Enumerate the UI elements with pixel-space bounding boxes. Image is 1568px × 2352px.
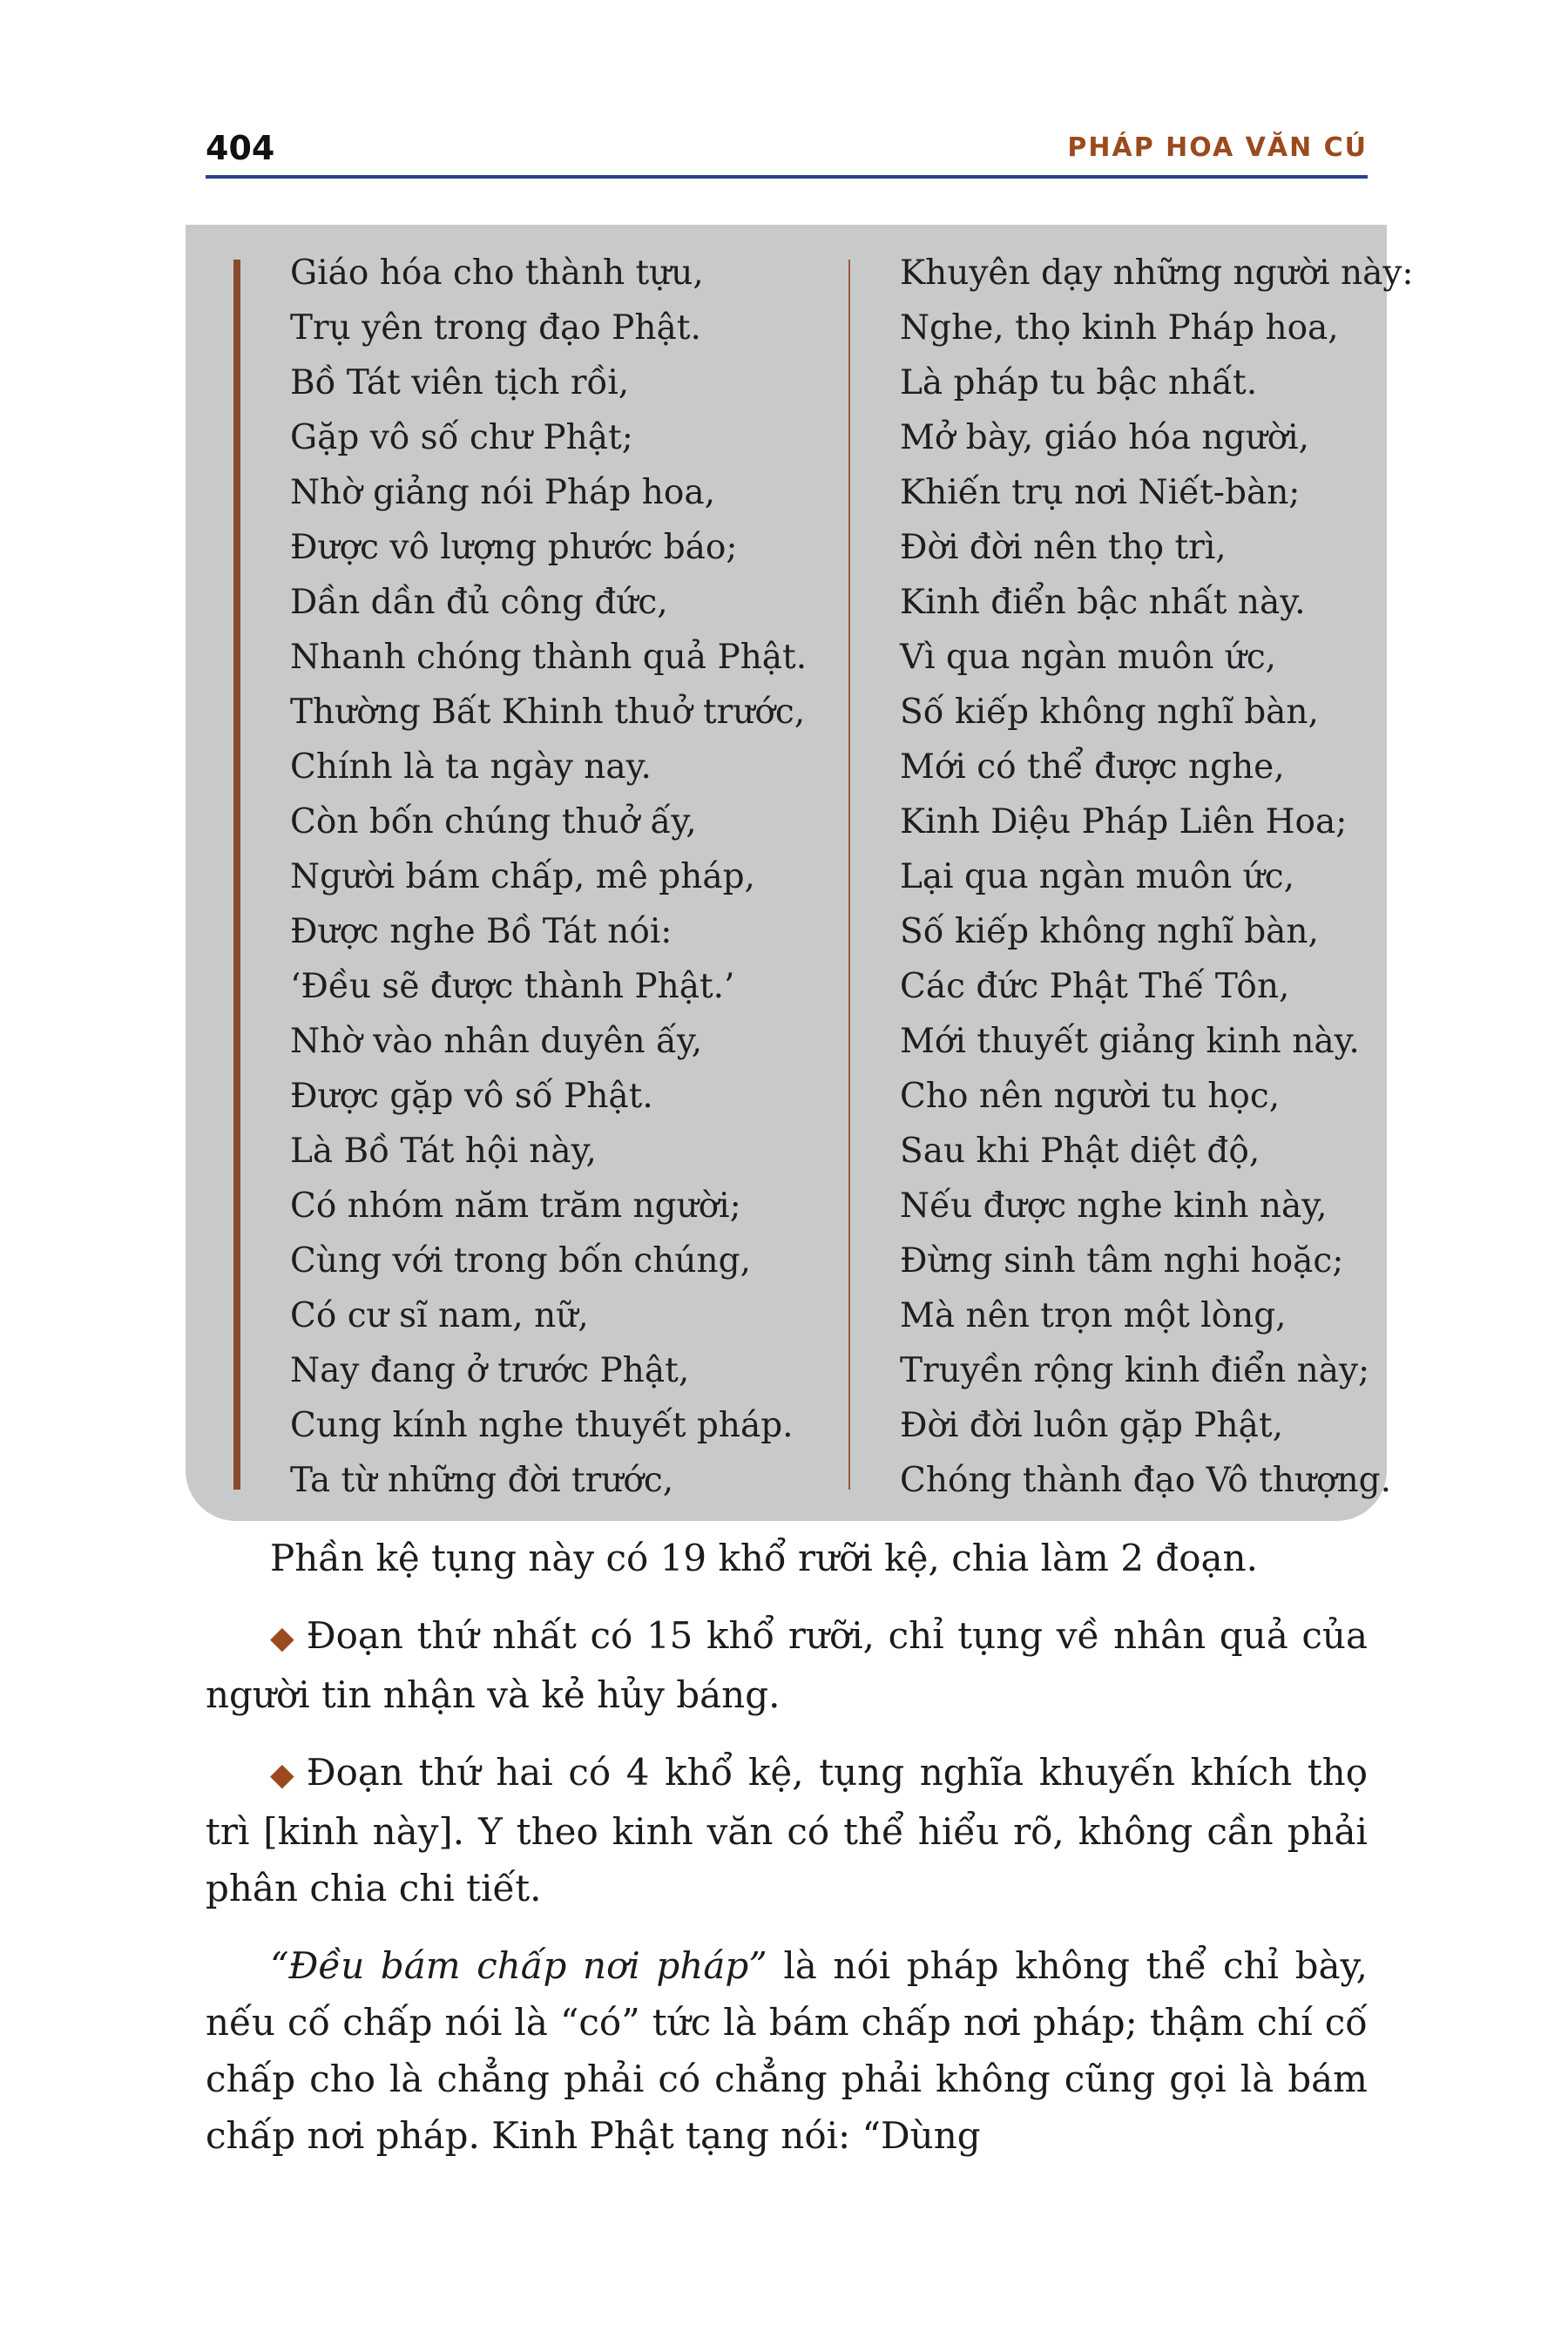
verse-line: Vì qua ngàn muôn ức, [900,638,1277,677]
verse-line: Chóng thành đạo Vô thượng. [900,1461,1392,1500]
verse-line: Kinh Diệu Pháp Liên Hoa; [900,802,1348,841]
verse-line: Nhanh chóng thành quả Phật. [290,638,808,677]
verse-left-column [290,246,807,1508]
body-text [206,1530,1368,2185]
page-header [206,122,1368,179]
bullet-text-2: Đoạn thứ hai có 4 khổ kệ, tụng nghĩa khuyến khích thọ trì [kinh này]. Y theo kinh văn có thể hiểu rõ, không cần phải phân chia chi tiết. [206,1751,1368,1909]
verse-line: Nhờ giảng nói Pháp hoa, [290,473,715,512]
verse-line: Cho nên người tu học, [900,1077,1281,1116]
verse-line: Có nhóm năm trăm người; [290,1186,741,1226]
verse-line: Mà nên trọn một lòng, [900,1296,1287,1335]
verse-line: Kinh điển bậc nhất này. [900,583,1306,622]
verse-line: Cùng với trong bốn chúng, [290,1241,751,1281]
header-rule [206,175,1368,179]
verse-line: Các đức Phật Thế Tôn, [900,967,1290,1006]
verse-line: Bồ Tát viên tịch rồi, [290,363,630,402]
verse-line: Được gặp vô số Phật. [290,1077,653,1116]
verse-line: Chính là ta ngày nay. [290,747,652,787]
verse-line: ‘Đều sẽ được thành Phật.’ [290,967,735,1006]
verse-accent-bar [233,260,240,1490]
diamond-bullet-icon: ◆ [270,1620,294,1656]
bullet-text-1: Đoạn thứ nhất có 15 khổ rưỡi, chỉ tụng về nhân quả của người tin nhận và kẻ hủy báng. [206,1614,1368,1716]
verse-line: Gặp vô số chư Phật; [290,418,633,457]
verse-line: Còn bốn chúng thuở ấy, [290,802,697,841]
verse-line: Nay đang ở trước Phật, [290,1351,690,1390]
verse-column-divider [848,260,850,1490]
bullet-paragraph-1 [206,1607,1368,1723]
verse-line: Ta từ những đời trước, [290,1461,674,1500]
verse-line: Mở bày, giáo hóa người, [900,418,1310,457]
diamond-bullet-icon: ◆ [270,1757,294,1793]
quoted-phrase: “Đều bám chấp nơi pháp” [270,1944,767,1987]
verse-line: Có cư sĩ nam, nữ, [290,1296,589,1335]
verse-line: Nhờ vào nhân duyên ấy, [290,1022,703,1061]
verse-line: Là pháp tu bậc nhất. [900,363,1258,402]
verse-line: Nghe, thọ kinh Pháp hoa, [900,308,1339,348]
intro-paragraph: Phần kệ tụng này có 19 khổ rưỡi kệ, chia làm 2 đoạn. [270,1537,1258,1579]
verse-line: Dần dần đủ công đức, [290,583,668,622]
bullet-paragraph-2 [206,1744,1368,1916]
verse-line: Sau khi Phật diệt độ, [900,1132,1260,1171]
verse-line: Số kiếp không nghĩ bàn, [900,912,1319,951]
verse-line: Mới thuyết giảng kinh này. [900,1022,1360,1061]
verse-line: Truyền rộng kinh điển này; [900,1351,1370,1390]
verse-box [186,225,1414,1521]
commentary-text: là nói pháp không thể chỉ bày, nếu cố chấp nói là “có” tức là bám chấp nơi pháp; thậm chí cố chấp cho là chẳng phải có chẳng phải không cũng gọi là bám chấp nơi pháp. Kinh Phật tạng nói: “Dùng [206,1944,1368,2157]
verse-right-column [900,246,1414,1508]
verse-line: Đời đời nên thọ trì, [900,528,1227,567]
verse-line: Cung kính nghe thuyết pháp. [290,1406,794,1445]
verse-line: Giáo hóa cho thành tựu, [290,253,704,293]
verse-line: Nếu được nghe kinh này, [900,1186,1328,1226]
verse-line: Lại qua ngàn muôn ức, [900,857,1295,896]
verse-line: Là Bồ Tát hội này, [290,1132,597,1171]
page-number: 404 [206,129,275,167]
verse-line: Khiến trụ nơi Niết-bàn; [900,473,1301,512]
verse-line: Khuyên dạy những người này: [900,253,1414,293]
running-title: PHÁP HOA VĂN CÚ [1067,132,1368,163]
verse-line: Người bám chấp, mê pháp, [290,857,755,896]
verse-line: Trụ yên trong đạo Phật. [290,308,701,348]
verse-line: Đừng sinh tâm nghi hoặc; [900,1241,1344,1281]
verse-line: Được nghe Bồ Tát nói: [290,912,672,951]
verse-line: Mới có thể được nghe, [900,747,1285,787]
verse-line: Đời đời luôn gặp Phật, [900,1406,1283,1445]
commentary-paragraph [206,1937,1368,2164]
verse-line: Được vô lượng phước báo; [290,528,738,567]
verse-line: Số kiếp không nghĩ bàn, [900,693,1319,732]
verse-line: Thường Bất Khinh thuở trước, [290,693,806,732]
